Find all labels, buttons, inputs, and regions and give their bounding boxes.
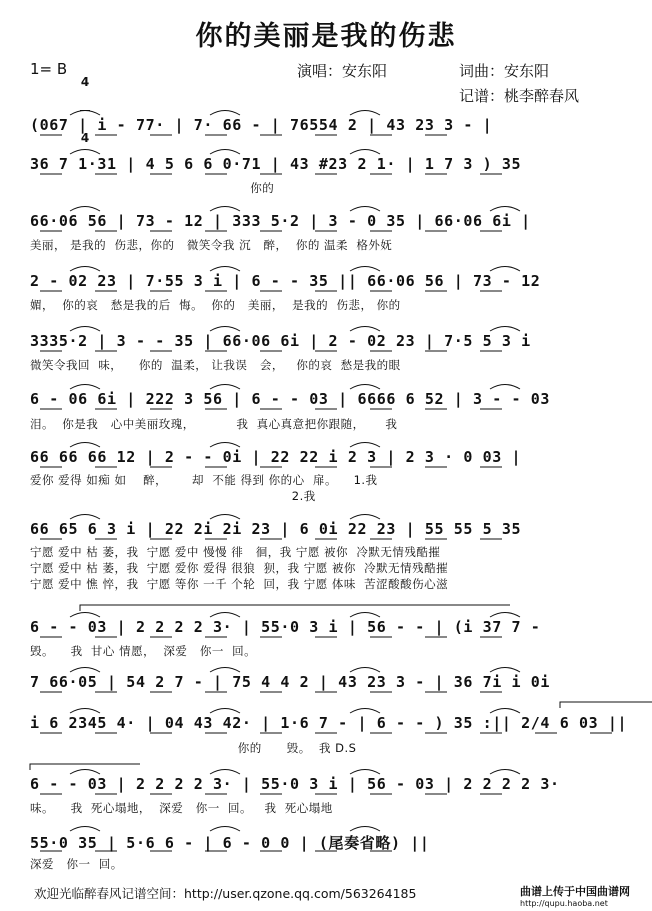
slur-mark [210,385,240,390]
slur-mark [350,770,380,775]
slur-mark [490,770,520,775]
slur-mark [70,709,100,714]
slur-mark [70,150,100,155]
lyric-line: 微笑令我回 味， 你的 温柔， 让我误 会， 你的哀 愁是我的眼 [30,358,401,372]
slur-mark [210,150,240,155]
lyric-line: 毁。 我 甘心 情愿， 深爱 你一 回。 [30,644,257,658]
lyric-line: 味。 我 死心塌地， 深爱 你一 回。 我 死心塌地 [30,801,333,815]
score-line: 66·06 56 | 73 - 12 | 333 5·2 | 3 - 0 35 | 66·06 6i | [30,212,531,230]
singer-credit: 演唱：安东阳 [297,62,388,80]
score-line: 36 7 1·31 | 4 5 6 6 0·71 | 43 #23 2 1· | 1 7 3 ) 35 [30,155,522,173]
site-url: http://qupu.haoba.net [520,899,608,908]
slur-mark [70,515,100,520]
slur-mark [70,613,100,618]
slur-mark [210,709,240,714]
lyric-line: 深爱 你一 回。 [30,857,123,871]
lyric-line: 2.我 [30,489,316,503]
writer-credit: 词曲：安东阳 [459,62,550,80]
score-line: 7 66·05 | 54 2 7 - | 75 4 4 2 | 43 23 3 - | 36 7i i 0i [30,673,551,691]
slur-mark [70,385,100,390]
page-title: 你的美丽是我的伤悲 [195,21,457,52]
slur-mark [70,207,100,212]
slur-mark [350,443,380,448]
slur-mark [70,443,100,448]
slur-mark [350,709,380,714]
lyric-line: 宁愿 爱中 枯 萎，我 宁愿 爱你 爱得 很狼 狈，我 宁愿 被你 冷默无情残酷摧 [30,561,449,575]
lyric-line: 宁愿 爱中 憔 悴，我 宁愿 等你 一千 个轮 回，我 宁愿 体味 苦涩酸酸伤心滋 [30,577,449,591]
score-line: 6 - - 03 | 2 2 2 2 3· | 55·0 3 i | 56 - - | (i 37 7 - [30,618,541,636]
score-line: 66 66 66 12 | 2 - - 0i | 22 22 i 2 3 | 2 3 · 0 03 | [30,448,522,466]
slur-mark [210,327,240,332]
volta-bracket [80,605,510,611]
slur-mark [70,267,100,272]
slur-mark [210,613,240,618]
time-signature-numerator: 4 [80,75,90,89]
slur-mark [490,267,520,272]
score-line: 6 - - 03 | 2 2 2 2 3· | 55·0 3 i | 56 - 03 | 2 2 2 2 3· [30,775,560,793]
lyric-line: 媚， 你的哀 愁是我的后 悔。 你的 美丽， 是我的 伤悲， 你的 [30,298,401,312]
footer-welcome: 欢迎光临醉春风记谱空间：http://user.qzone.qq.com/563264185 [34,886,417,901]
score-line: 6 - 06 6i | 222 3 56 | 6 - - 03 | 6666 6 52 | 3 - - 03 [30,390,551,408]
lyric-line: 宁愿 爱中 枯 萎，我 宁愿 爱中 慢慢 徘 徊，我 宁愿 被你 冷默无情残酷摧 [30,545,441,559]
score-line: 55·0 35 | 5·6 6 - | 6 - 0 0 | (尾奏省略) || [30,834,430,852]
slur-mark [70,327,100,332]
slur-mark [210,207,240,212]
site-logo: 曲谱上传于中国曲谱网 [520,885,630,898]
slur-mark [490,385,520,390]
score-line: 2 - 02 23 | 7·55 3 i | 6 - - 35 || 66·06 56 | 73 - 12 [30,272,541,290]
transcriber-credit: 记谱：桃李醉春风 [459,87,580,105]
lyric-line: 泪。 你是我 心中美丽玫瑰， 我 真心真意把你跟随， 我 [30,417,398,431]
lyric-line: 爱你 爱得 如痴 如 醉， 却 不能 得到 你的心 扉。 1.我 [30,473,378,487]
lyric-line: 你的 毁。 我 D.S [30,741,357,755]
slur-mark [350,150,380,155]
slur-mark [210,770,240,775]
score-line: 66 65 6 3 i | 22 2i 2i 23 | 6 0i 22 23 | 55 55 5 35 [30,520,522,538]
slur-mark [490,709,520,714]
lyric-line: 你的 [30,181,275,195]
slur-mark [210,111,240,116]
slur-mark [350,613,380,618]
score-line: i 6 2345 4· | 04 43 42· | 1·6 7 - | 6 - - ) 35 :|| 2/4 6 03 || [30,714,628,732]
slur-mark [350,385,380,390]
slur-mark [210,267,240,272]
lyric-line: 美丽， 是我的 伤悲，你的 微笑令我 沉 醉， 你的 温柔 格外妩 [30,238,393,252]
score-line: 3335·2 | 3 - - 35 | 66·06 6i | 2 - 02 23 | 7·5 5 3 i [30,332,531,350]
slur-mark [490,613,520,618]
volta-bracket [560,702,652,708]
slur-mark [350,668,380,673]
score-line: (067 | i - 77· | 7· 66 - | 76554 2 | 43 23 3 - | [30,116,493,134]
slur-mark [210,515,240,520]
slur-mark [70,111,100,116]
slur-mark [210,443,240,448]
key-signature: 1= B [30,60,68,78]
slur-mark [70,827,100,832]
slur-mark [210,668,240,673]
slur-mark [350,827,380,832]
slur-mark [490,207,520,212]
slur-mark [70,668,100,673]
slur-mark [490,327,520,332]
slur-mark [350,207,380,212]
slur-mark [350,327,380,332]
time-signature-denominator: 4 [80,131,90,145]
slur-mark [350,111,380,116]
slur-mark [350,515,380,520]
slur-mark [70,770,100,775]
slur-mark [210,827,240,832]
slur-mark [350,267,380,272]
slur-mark [490,668,520,673]
